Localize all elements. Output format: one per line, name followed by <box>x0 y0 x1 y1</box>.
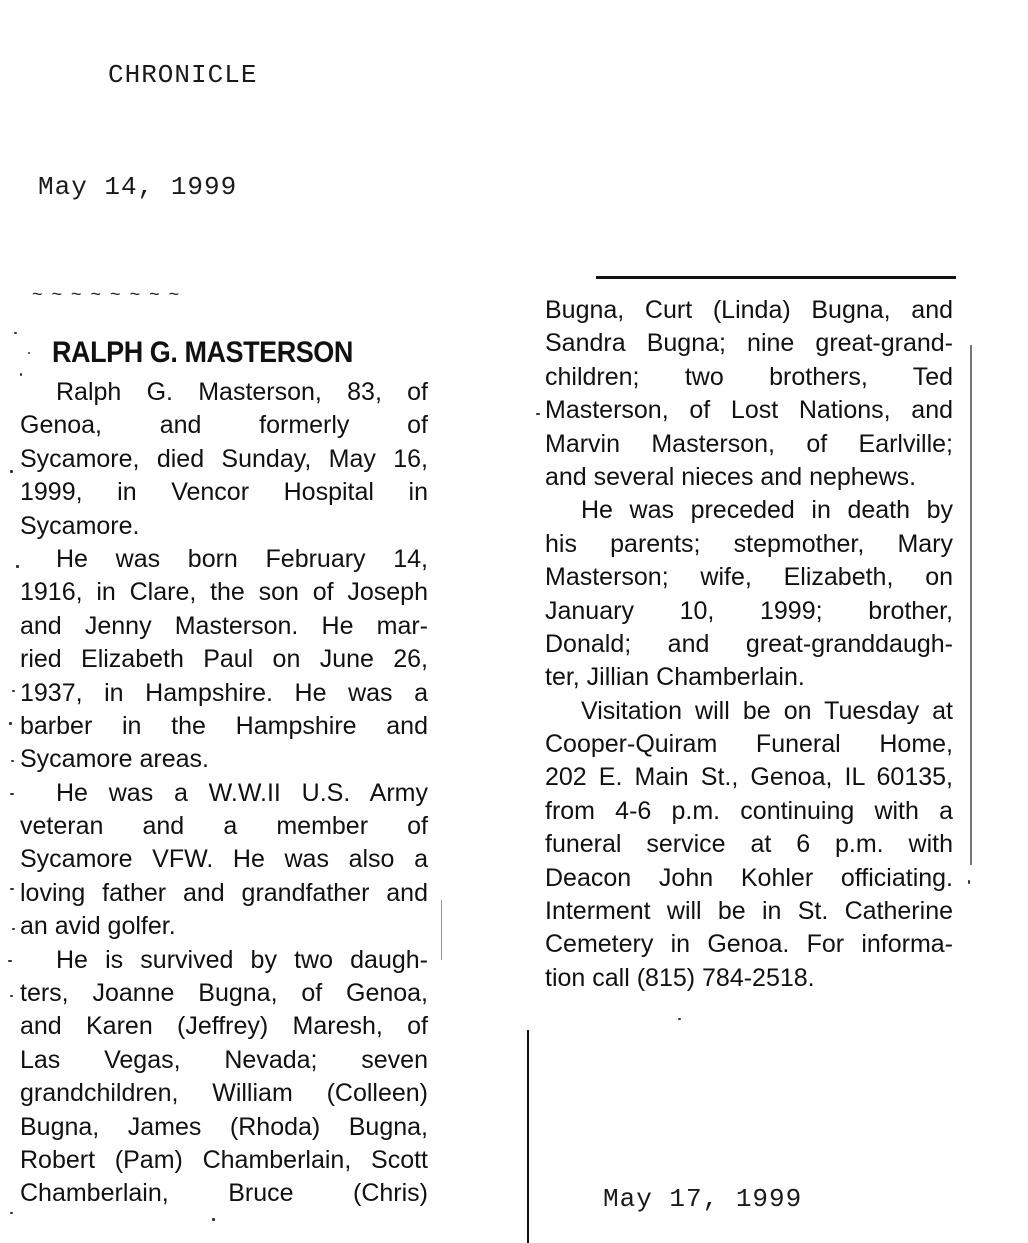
scan-speck <box>212 1218 215 1221</box>
obituary-title: RALPH G. MASTERSON <box>52 336 353 369</box>
scan-speck <box>20 373 22 376</box>
clipped-text-fragment: ~ ~ ~ ~ ~ ~ ~ ~ <box>32 284 182 296</box>
scan-speck <box>10 793 14 795</box>
obituary-text-line: 1937, in Hampshire. He was a <box>20 678 428 707</box>
scan-speck <box>9 722 12 725</box>
obituary-text-line: He was born February 14, <box>56 544 428 573</box>
scan-speck <box>12 690 15 692</box>
obituary-text-line: and Karen (Jeffrey) Maresh, of <box>20 1012 428 1041</box>
obituary-text-line: Ralph G. Masterson, 83, of <box>56 378 428 406</box>
obituary-text-line: Bugna, Curt (Linda) Bugna, and <box>545 296 953 324</box>
obituary-text-line: funeral service at 6 p.m. with <box>545 830 953 859</box>
obituary-text-line: Sandra Bugna; nine great-grand- <box>545 329 953 358</box>
obituary-text-line: He is survived by two daugh- <box>56 945 428 974</box>
scan-speck <box>28 352 30 354</box>
obituary-text-line: Chamberlain, Bruce (Chris) <box>20 1179 428 1208</box>
obituary-text-line: Genoa, and formerly of <box>20 411 428 440</box>
scan-speck <box>10 995 13 997</box>
obituary-text-line: Masterson, of Lost Nations, and <box>545 396 953 425</box>
obituary-text-line: Sycamore areas. <box>20 745 209 774</box>
bottom-column-divider <box>527 1030 529 1243</box>
obituary-text-line: grandchildren, William (Colleen) <box>20 1079 428 1108</box>
obituary-text-line: Las Vegas, Nevada; seven <box>20 1045 428 1074</box>
obituary-text-line: Visitation will be on Tuesday at <box>581 696 953 725</box>
publication-name: CHRONICLE <box>108 60 258 90</box>
obituary-text-line: He was a W.W.II U.S. Army <box>56 778 428 807</box>
obituary-text-line: Sycamore. <box>20 511 140 540</box>
obituary-text-line: Sycamore, died Sunday, May 16, <box>20 444 428 473</box>
obituary-text-line: Deacon John Kohler officiating. <box>545 863 953 892</box>
clipping-date: May 14, 1999 <box>38 172 238 202</box>
right-column-border <box>970 345 972 865</box>
obituary-text-line: and several nieces and nephews. <box>545 462 917 491</box>
obituary-right-column <box>545 294 953 995</box>
obituary-text-line: his parents; stepmother, Mary <box>545 529 953 558</box>
followup-date: May 17, 1999 <box>603 1184 803 1214</box>
obituary-text-line: 1916, in Clare, the son of Joseph <box>20 578 428 607</box>
column-top-rule <box>596 276 956 279</box>
obituary-text-line: veteran and a member of <box>20 812 428 841</box>
obituary-text-line: Cooper-Quiram Funeral Home, <box>545 730 953 759</box>
obituary-text-line: and Jenny Masterson. He mar- <box>20 611 428 640</box>
left-column-edge-mark <box>441 900 442 960</box>
obituary-text-line: Interment will be in St. Catherine <box>545 897 953 926</box>
scan-speck <box>968 880 970 884</box>
obituary-text-line: He was preceded in death by <box>581 496 953 525</box>
scan-speck <box>10 888 14 890</box>
obituary-text-line: January 10, 1999; brother, <box>545 596 953 625</box>
obituary-text-line: 1999, in Vencor Hospital in <box>20 478 428 507</box>
obituary-text-line: ter, Jillian Chamberlain. <box>545 663 805 692</box>
scan-speck <box>678 1018 681 1020</box>
obituary-text-line: 202 E. Main St., Genoa, IL 60135, <box>545 763 953 792</box>
obituary-text-line: tion call (815) 784-2518. <box>545 963 815 992</box>
scan-speck <box>14 332 17 334</box>
obituary-text-line: barber in the Hampshire and <box>20 711 428 740</box>
obituary-text-line: Marvin Masterson, of Earlville; <box>545 429 953 458</box>
obituary-text-line: Robert (Pam) Chamberlain, Scott <box>20 1145 428 1174</box>
obituary-text-line: ters, Joanne Bugna, of Genoa, <box>20 979 428 1008</box>
obituary-text-line: ried Elizabeth Paul on June 26, <box>20 645 428 674</box>
obituary-text-line: from 4-6 p.m. continuing with a <box>545 796 953 825</box>
scan-speck <box>536 413 540 415</box>
scan-speck <box>11 760 14 762</box>
scan-speck <box>10 1212 13 1214</box>
obituary-text-line: Donald; and great-granddaugh- <box>545 629 953 658</box>
obituary-text-line: children; two brothers, Ted <box>545 362 953 391</box>
scan-speck <box>16 565 19 568</box>
scan-speck <box>8 960 12 962</box>
obituary-text-line: Masterson; wife, Elizabeth, on <box>545 563 953 592</box>
scan-speck <box>10 470 13 473</box>
obituary-text-line: an avid golfer. <box>20 912 176 941</box>
obituary-left-column <box>20 376 428 1211</box>
obituary-text-line: Sycamore VFW. He was also a <box>20 845 428 874</box>
obituary-text-line: loving father and grandfather and <box>20 878 428 907</box>
obituary-text-line: Bugna, James (Rhoda) Bugna, <box>20 1112 428 1141</box>
obituary-text-line: Cemetery in Genoa. For informa- <box>545 930 953 959</box>
scan-speck <box>12 928 15 930</box>
